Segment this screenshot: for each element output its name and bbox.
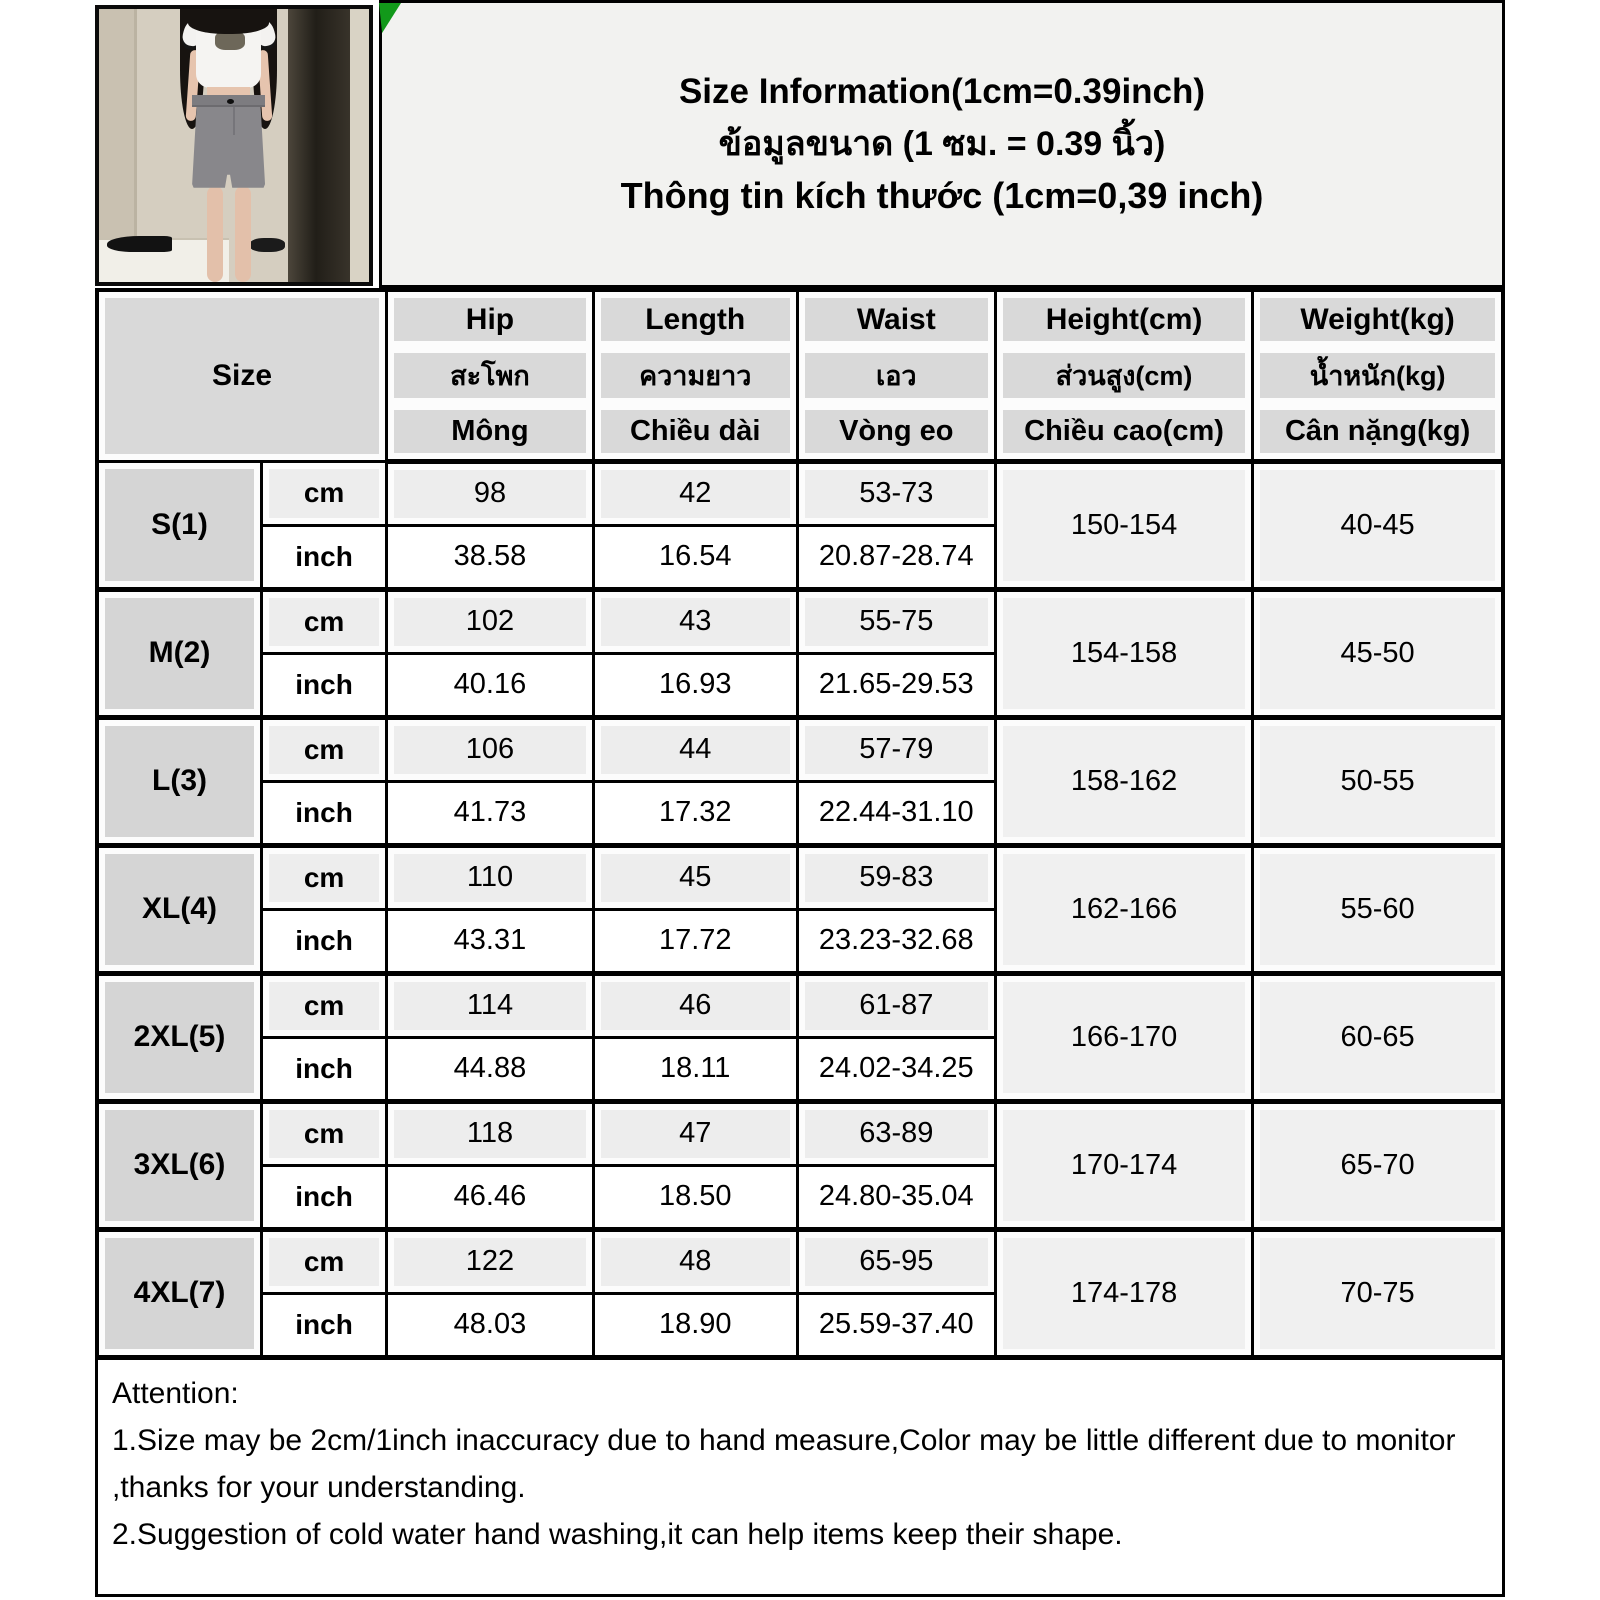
waist-inch-cell: 24.80-35.04 xyxy=(797,1165,995,1229)
waist-cm-cell: 53-73 xyxy=(797,461,995,525)
col-header-weight-vi: Cân nặng(kg) xyxy=(1253,404,1503,461)
hip-cm-cell: 110 xyxy=(387,845,594,909)
col-header-height-en: Height(cm) xyxy=(995,290,1252,347)
waist-inch-cell: 25.59-37.40 xyxy=(797,1293,995,1357)
unit-inch-cell: inch xyxy=(262,653,387,717)
title-panel xyxy=(379,0,1505,288)
col-header-hip-en: Hip xyxy=(387,290,594,347)
waist-inch-cell: 23.23-32.68 xyxy=(797,909,995,973)
height-cell: 162-166 xyxy=(995,845,1252,973)
unit-inch-cell: inch xyxy=(262,525,387,589)
unit-inch-cell: inch xyxy=(262,781,387,845)
length-cm-cell: 44 xyxy=(593,717,797,781)
length-cm-cell: 47 xyxy=(593,1101,797,1165)
green-corner-icon xyxy=(379,3,401,33)
waist-cm-cell: 59-83 xyxy=(797,845,995,909)
model-leg xyxy=(235,186,251,282)
model-leg xyxy=(207,186,223,282)
title-thai: ข้อมูลขนาด (1 ซม. = 0.39 นิ้ว) xyxy=(718,125,1166,163)
col-header-length-th: ความยาว xyxy=(593,347,797,404)
waist-cm-cell: 61-87 xyxy=(797,973,995,1037)
model-gray-shorts xyxy=(192,95,265,188)
size-header-cell: Size xyxy=(97,290,387,461)
unit-cm-cell: cm xyxy=(262,717,387,781)
length-cm-cell: 45 xyxy=(593,845,797,909)
shorts-fly-seam xyxy=(233,107,235,134)
height-cell: 166-170 xyxy=(995,973,1252,1101)
unit-cm-cell: cm xyxy=(262,589,387,653)
col-header-hip-vi: Mông xyxy=(387,404,594,461)
size-label-cell: 3XL(6) xyxy=(97,1101,262,1229)
size-label-cell: M(2) xyxy=(97,589,262,717)
waist-inch-cell: 24.02-34.25 xyxy=(797,1037,995,1101)
length-cm-cell: 46 xyxy=(593,973,797,1037)
col-header-hip-th: สะโพก xyxy=(387,347,594,404)
photo-shoe xyxy=(250,238,285,252)
unit-inch-cell: inch xyxy=(262,1037,387,1101)
waist-cm-cell: 63-89 xyxy=(797,1101,995,1165)
hip-inch-cell: 41.73 xyxy=(387,781,594,845)
weight-cell: 70-75 xyxy=(1253,1229,1503,1357)
hip-cm-cell: 98 xyxy=(387,461,594,525)
length-inch-cell: 16.93 xyxy=(593,653,797,717)
unit-cm-cell: cm xyxy=(262,1229,387,1293)
col-header-weight-en: Weight(kg) xyxy=(1253,290,1503,347)
photo-door-jamb xyxy=(350,9,369,282)
hip-cm-cell: 114 xyxy=(387,973,594,1037)
hip-inch-cell: 38.58 xyxy=(387,525,594,589)
length-inch-cell: 18.50 xyxy=(593,1165,797,1229)
hip-inch-cell: 44.88 xyxy=(387,1037,594,1101)
model-top-graphic xyxy=(215,31,245,50)
length-cm-cell: 48 xyxy=(593,1229,797,1293)
weight-cell: 55-60 xyxy=(1253,845,1503,973)
hip-cm-cell: 106 xyxy=(387,717,594,781)
size-label-cell: S(1) xyxy=(97,461,262,589)
hip-inch-cell: 40.16 xyxy=(387,653,594,717)
height-cell: 174-178 xyxy=(995,1229,1252,1357)
length-inch-cell: 17.72 xyxy=(593,909,797,973)
size-label-cell: L(3) xyxy=(97,717,262,845)
title-english: Size Information(1cm=0.39inch) xyxy=(678,72,1206,111)
weight-cell: 40-45 xyxy=(1253,461,1503,589)
col-header-weight-th: น้ำหนัก(kg) xyxy=(1253,347,1503,404)
length-inch-cell: 17.32 xyxy=(593,781,797,845)
unit-cm-cell: cm xyxy=(262,973,387,1037)
size-table xyxy=(95,288,1505,1360)
waist-inch-cell: 21.65-29.53 xyxy=(797,653,995,717)
waist-inch-cell: 20.87-28.74 xyxy=(797,525,995,589)
col-header-waist-en: Waist xyxy=(797,290,995,347)
unit-inch-cell: inch xyxy=(262,1165,387,1229)
size-chart-sheet xyxy=(95,0,1505,1597)
photo-shoe xyxy=(107,236,172,252)
height-cell: 154-158 xyxy=(995,589,1252,717)
weight-cell: 65-70 xyxy=(1253,1101,1503,1229)
hip-inch-cell: 48.03 xyxy=(387,1293,594,1357)
size-label-cell: XL(4) xyxy=(97,845,262,973)
weight-cell: 45-50 xyxy=(1253,589,1503,717)
waist-inch-cell: 22.44-31.10 xyxy=(797,781,995,845)
col-header-length-vi: Chiều dài xyxy=(593,404,797,461)
hip-inch-cell: 46.46 xyxy=(387,1165,594,1229)
length-cm-cell: 43 xyxy=(593,589,797,653)
col-header-length-en: Length xyxy=(593,290,797,347)
height-cell: 170-174 xyxy=(995,1101,1252,1229)
waist-cm-cell: 65-95 xyxy=(797,1229,995,1293)
title-vietnamese: Thông tin kích thước (1cm=0,39 inch) xyxy=(620,175,1264,216)
photo-door xyxy=(288,9,350,282)
hip-cm-cell: 118 xyxy=(387,1101,594,1165)
hip-cm-cell: 102 xyxy=(387,589,594,653)
weight-cell: 60-65 xyxy=(1253,973,1503,1101)
height-cell: 158-162 xyxy=(995,717,1252,845)
waist-cm-cell: 55-75 xyxy=(797,589,995,653)
attention-note xyxy=(95,1360,1505,1597)
product-photo xyxy=(95,5,373,286)
length-inch-cell: 18.90 xyxy=(593,1293,797,1357)
col-header-waist-th: เอว xyxy=(797,347,995,404)
attention-line-1: 1.Size may be 2cm/1inch inaccuracy due to hand measure,Color may be little different due to monitor ,thanks for your understanding. xyxy=(112,1423,1456,1504)
attention-line-2: 2.Suggestion of cold water hand washing,it can help items keep their shape. xyxy=(112,1517,1123,1551)
unit-cm-cell: cm xyxy=(262,1101,387,1165)
size-label-cell: 4XL(7) xyxy=(97,1229,262,1357)
model-hair xyxy=(188,9,269,34)
attention-heading: Attention: xyxy=(112,1376,239,1410)
col-header-height-vi: Chiều cao(cm) xyxy=(995,404,1252,461)
hip-cm-cell: 122 xyxy=(387,1229,594,1293)
top-section xyxy=(95,0,1505,288)
unit-cm-cell: cm xyxy=(262,845,387,909)
unit-inch-cell: inch xyxy=(262,1293,387,1357)
height-cell: 150-154 xyxy=(995,461,1252,589)
col-header-waist-vi: Vòng eo xyxy=(797,404,995,461)
hip-inch-cell: 43.31 xyxy=(387,909,594,973)
length-inch-cell: 18.11 xyxy=(593,1037,797,1101)
unit-inch-cell: inch xyxy=(262,909,387,973)
weight-cell: 50-55 xyxy=(1253,717,1503,845)
length-cm-cell: 42 xyxy=(593,461,797,525)
length-inch-cell: 16.54 xyxy=(593,525,797,589)
col-header-height-th: ส่วนสูง(cm) xyxy=(995,347,1252,404)
unit-cm-cell: cm xyxy=(262,461,387,525)
waist-cm-cell: 57-79 xyxy=(797,717,995,781)
size-label-cell: 2XL(5) xyxy=(97,973,262,1101)
